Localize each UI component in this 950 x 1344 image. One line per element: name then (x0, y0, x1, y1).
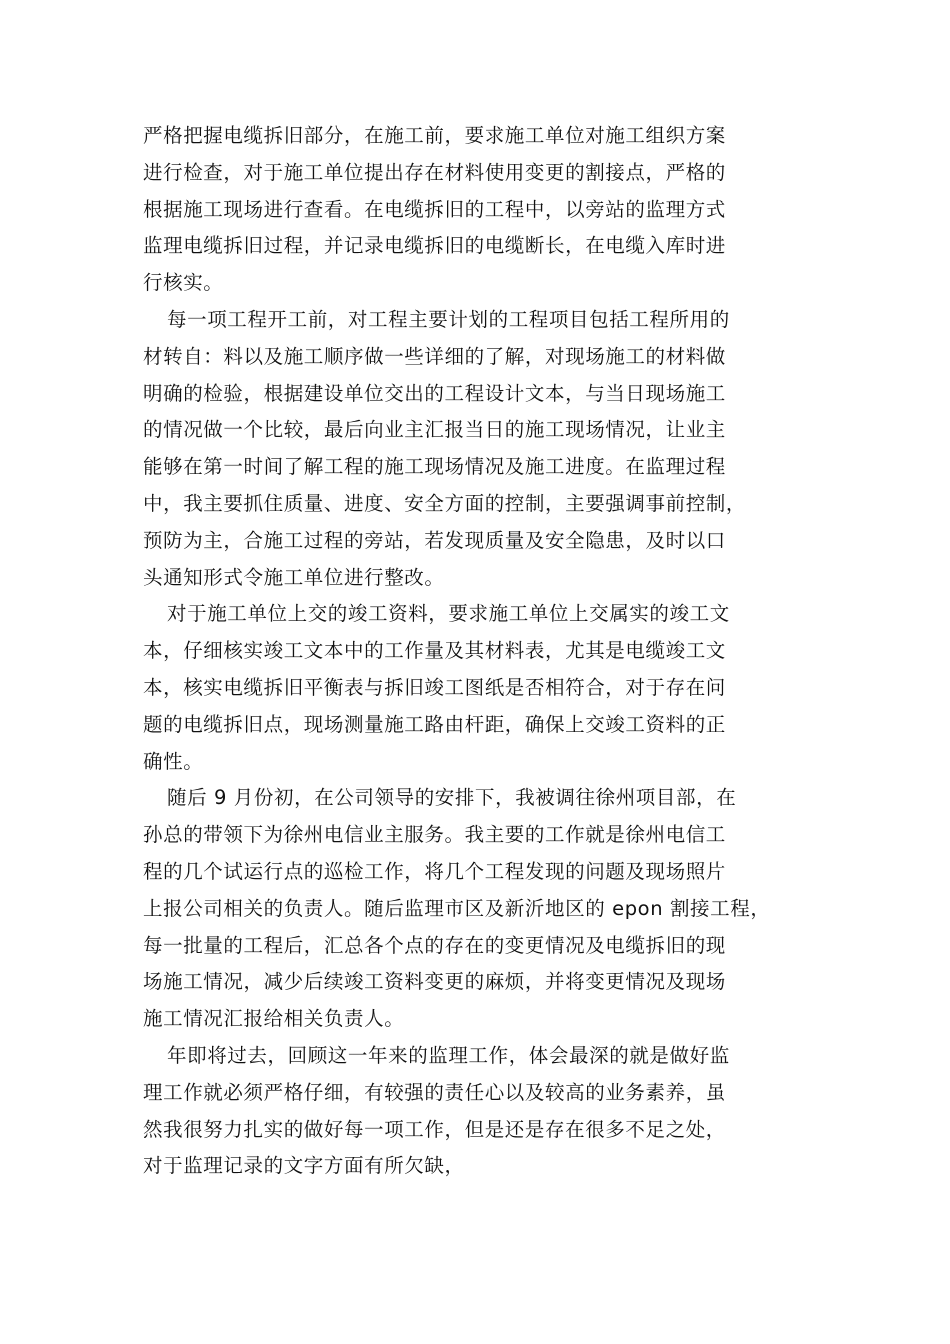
paragraph-3-line-3: 本，核实电缆拆旧平衡表与拆旧竣工图纸是否相符合，对于存在问 (143, 675, 726, 699)
paragraph-2-line-3: 明确的检验，根据建设单位交出的工程设计文本，与当日现场施工 (143, 381, 726, 405)
paragraph-2-line-8: 头通知形式令施工单位进行整改。 (143, 565, 445, 589)
paragraph-1-line-1: 严格把握电缆拆旧部分，在施工前，要求施工单位对施工组织方案 (143, 124, 726, 147)
paragraph-3-line-2: 本，仔细核实竣工文本中的工作量及其材料表，尤其是电缆竣工文 (143, 639, 726, 663)
paragraph-4-line-6: 场施工情况，减少后续竣工资料变更的麻烦，并将变更情况及现场 (143, 970, 726, 994)
paragraph-1-line-4: 监理电缆拆旧过程，并记录电缆拆旧的电缆断长，在电缆入库时进 (143, 234, 726, 258)
paragraph-4-line-7: 施工情况汇报给相关负责人。 (143, 1007, 405, 1031)
paragraph-5-line-2: 理工作就必须严格仔细，有较强的责任心以及较高的业务素养，虽 (143, 1080, 726, 1104)
paragraph-3-line-5: 确性。 (143, 749, 204, 773)
paragraph-5-line-1: 年即将过去，回顾这一年来的监理工作，体会最深的就是做好监 (167, 1043, 730, 1067)
paragraph-5-line-3: 然我很努力扎实的做好每一项工作，但是还是存在很多不足之处， (143, 1117, 726, 1141)
paragraph-3-line-1: 对于施工单位上交的竣工资料，要求施工单位上交属实的竣工文 (167, 602, 730, 626)
paragraph-4-line-3: 程的几个试运行点的巡检工作，将几个工程发现的问题及现场照片 (143, 859, 726, 883)
paragraph-2-line-5: 能够在第一时间了解工程的施工现场情况及施工进度。在监理过程 (143, 455, 726, 479)
paragraph-3-line-4: 题的电缆拆旧点，现场测量施工路由杆距，确保上交竣工资料的正 (143, 712, 726, 736)
paragraph-1-line-3: 根据施工现场进行查看。在电缆拆旧的工程中，以旁站的监理方式 (143, 197, 726, 221)
paragraph-5-line-4: 对于监理记录的文字方面有所欠缺， (143, 1154, 465, 1178)
paragraph-4-line-1: 随后 9 月份初，在公司领导的安排下，我被调往徐州项目部，在 (167, 786, 737, 810)
document-body (143, 118, 823, 1185)
paragraph-1-line-2: 进行检查，对于施工单位提出存在材料使用变更的割接点，严格的 (143, 160, 726, 184)
paragraph-2-line-4: 的情况做一个比较，最后向业主汇报当日的施工现场情况，让业主 (143, 418, 726, 442)
paragraph-2-line-6: 中，我主要抓住质量、进度、安全方面的控制，主要强调事前控制， (143, 491, 747, 515)
paragraph-2-line-1: 每一项工程开工前，对工程主要计划的工程项目包括工程所用的 (167, 307, 730, 331)
paragraph-2-line-2: 材转自：料以及施工顺序做一些详细的了解，对现场施工的材料做 (143, 344, 726, 368)
paragraph-2-line-7: 预防为主，合施工过程的旁站，若发现质量及安全隐患，及时以口 (143, 528, 726, 552)
paragraph-4-line-4: 上报公司相关的负责人。随后监理市区及新沂地区的 epon 割接工程， (143, 896, 771, 920)
paragraph-1-line-5: 行核实。 (143, 271, 224, 295)
paragraph-4-line-2: 孙总的带领下为徐州电信业主服务。我主要的工作就是徐州电信工 (143, 823, 726, 847)
paragraph-4-line-5: 每一批量的工程后，汇总各个点的存在的变更情况及电缆拆旧的现 (143, 933, 726, 957)
